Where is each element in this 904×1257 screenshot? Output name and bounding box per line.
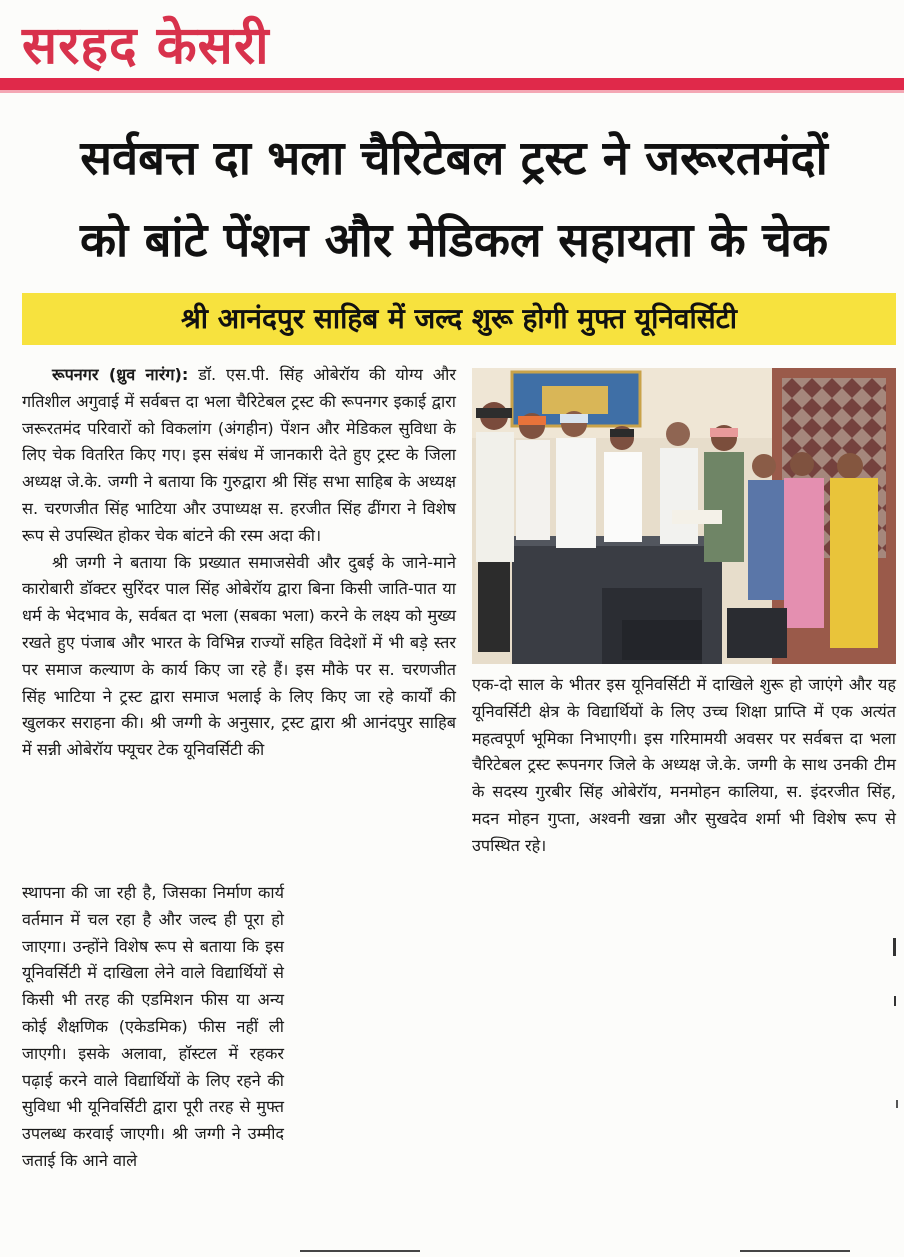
- article-paragraph-3: एक-दो साल के भीतर इस यूनिवर्सिटी में दाखिले शुरू हो जाएंगे और यह यूनिवर्सिटी क्षेत्र के विद्यार्थियों के लिए उच्च शिक्षा प्राप्ति में एक अत्यंत महत्वपूर्ण भूमिका निभाएगी। इस गरिमामयी अवसर पर सर्वबत्त दा भला चैरिटेबल ट्रस्ट रूपनगर जिले के अध्यक्ष जे.के. जग्गी के साथ उनकी टीम के सदस्य गुरबीर सिंह ओबेरॉय, मनमोहन कालिया, स. इंदरजीत सिंह, मदन मोहन गुप्ता, अश्वनी खन्ना और सुखदेव शर्मा भी विशेष रूप से उपस्थित रहे।: [472, 675, 896, 855]
- dateline: रूपनगर (ध्रुव नारंग):: [52, 365, 189, 384]
- headline-line-1: सर्वबत्त दा भला चैरिटेबल ट्रस्ट ने जरूरतमंदों: [80, 131, 828, 186]
- newspaper-logo: सरहद केसरी: [22, 16, 270, 76]
- subheadline-banner: श्री आनंदपुर साहिब में जल्द शुरू होगी मुफ्त यूनिवर्सिटी: [22, 293, 896, 345]
- paragraph-1-text: डॉ. एस.पी. सिंह ओबेरॉय की योग्य और गतिशील अगुवाई में सर्वबत्त दा भला चैरिटेबल ट्रस्ट की रूपनगर इकाई द्वारा जरूरतमंद परिवारों को विकलांग (अंगहीन) पेंशन और मेडिकल सुविधा के लिए चेक वितरित किए गए। इस संबंध में जानकारी देते हुए ट्रस्ट के जिला अध्यक्ष जे.के. जग्गी ने बताया कि गुरुद्वारा श्री सिंह सभा साहिब के अध्यक्ष स. चरणजीत सिंह भाटिया और उपाध्यक्ष स. हरजीत सिंह ढींगरा ने विशेष रूप से उपस्थित होकर चेक बांटने की रस्म अदा की।: [22, 365, 456, 545]
- article-paragraph-2: श्री जग्गी ने बताया कि प्रख्यात समाजसेवी और दुबई के जाने-माने कारोबारी डॉक्टर सुरिंदर पाल सिंह ओबेरॉय द्वारा बिना किसी जाति-पात या धर्म के भेदभाव के, सर्वबत दा भला (सबका भला) करने के लक्ष्य को मुख्य रखते हुए पंजाब और भारत के विभिन्न राज्यों सहित विदेशों में भी बड़े स्तर पर समाज कल्याण के कार्य किए जा रहे हैं। इस मौके पर स. चरणजीत सिंह भाटिया ने ट्रस्ट द्वारा समाज भलाई के लिए किए जा रहे कार्यों की खुलकर सराहना की। श्री जग्गी के अनुसार, ट्रस्ट द्वारा श्री आनंदपुर साहिब में सन्नी ओबेरॉय फ्यूचर टेक यूनिवर्सिटी की: [22, 552, 456, 760]
- headline-line-2: को बांटे पेंशन और मेडिकल सहायता के चेक: [79, 213, 829, 268]
- article-paragraph-2-continued: स्थापना की जा रही है, जिसका निर्माण कार्य वर्तमान में चल रहा है और जल्द ही पूरा हो जाएगा। उन्होंने विशेष रूप से बताया कि इस यूनिवर्सिटी में दाखिला लेने वाले विद्यार्थियों से किसी भी तरह की एडमिशन फीस या अन्य कोई शैक्षणिक (एकेडमिक) फीस नहीं ली जाएगी। इसके अलावा, हॉस्टल में रहकर पढ़ाई करने वाले विद्यार्थियों के लिए रहने की सुविधा भी यूनिवर्सिटी द्वारा पूरी तरह से मुफ्त उपलब्ध करवाई जाएगी। श्री जग्गी ने उम्मीद जताई कि आने वाले: [22, 883, 284, 1170]
